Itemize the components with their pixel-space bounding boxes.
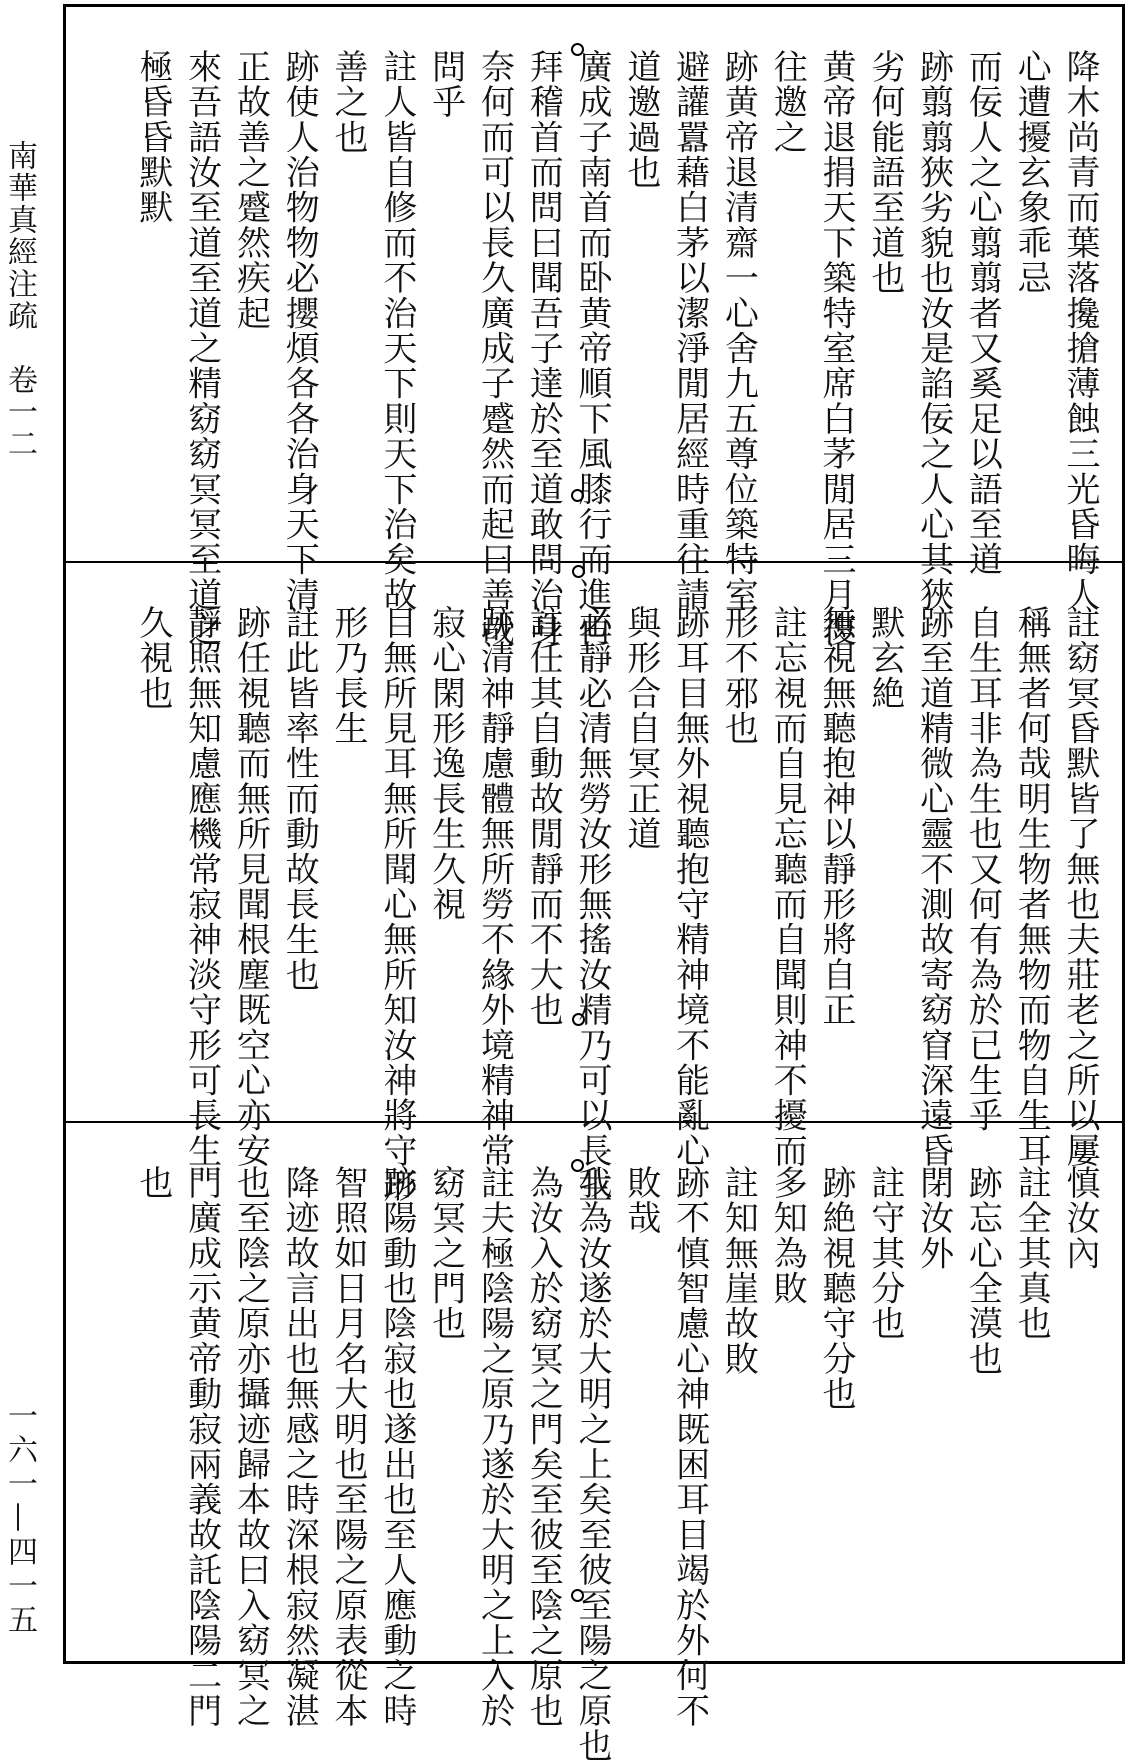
section-circle-mark [571, 489, 584, 502]
text-column: 劣何能語至道也 [864, 49, 905, 296]
page-frame [63, 4, 1125, 1763]
text-column: 跡耳目無外視聽抱守精神境不能亂心 [669, 605, 710, 1169]
text-column: 寂心閑形逸長生久視 [425, 605, 466, 922]
text-column: 拜稽首而問曰聞吾子達於至道敢問治身 [523, 49, 564, 648]
text-column: 自生耳非為生也又何有為於已生乎 [962, 605, 1003, 1133]
text-column: 敗哉 [620, 1165, 661, 1236]
text-column: 跡清神靜慮體無所勞不緣外境精神常 [474, 605, 515, 1169]
text-column: 降木尚青而葉落攙搶薄蝕三光昏晦人 [1060, 49, 1100, 613]
register-text [128, 1165, 1104, 1763]
section-circle-mark [571, 1589, 584, 1602]
text-column: 必靜必清無勞汝形無搖汝精乃可以長生 [572, 605, 613, 1204]
text-column: 黄帝退捐天下築特室席白茅閒居三月復 [816, 49, 857, 648]
text-column: 道邀過也 [620, 49, 661, 190]
text-column: 默玄絶 [864, 605, 905, 711]
text-column: 降迹故言出也無感之時深根寂然凝湛 [279, 1165, 320, 1729]
text-column: 多知為敗 [767, 1165, 808, 1306]
text-column: 稱無者何哉明生物者無物而物自生耳 [1011, 605, 1052, 1169]
margin-page-number: 一六一—四一五 [2, 1400, 37, 1638]
text-column: 跡至道精微心靈不測故寄窈窅深遠昏 [913, 605, 954, 1169]
text-column: 靜照無知慮應機常寂神淡守形可長生 [181, 605, 222, 1169]
text-column: 久視也 [132, 605, 173, 711]
text-column: 目無所見耳無所聞心無所知汝神將守形 [376, 605, 417, 1204]
text-column: 正故善之蹙然疾起 [230, 49, 271, 331]
text-column: 形乃長生 [328, 605, 369, 746]
margin-title: 南華真經注疏 卷一二 [2, 140, 37, 460]
text-column: 我為汝遂於大明之上矣至彼至陽之原也 [572, 1165, 613, 1763]
text-column: 也至陰之原亦攝迹歸本故曰入窈冥之 [230, 1165, 271, 1729]
text-column: 註此皆率性而動故長生也 [279, 605, 320, 993]
text-column: 跡使人治物物必攖煩各各治身天下清 [279, 49, 320, 613]
section-circle-mark [572, 1013, 585, 1026]
text-column: 門廣成示黄帝動寂兩義故託陰陽二門 [181, 1165, 222, 1729]
text-column: 註人皆自修而不治天下則天下治矣故 [376, 49, 417, 613]
text-column: 也 [132, 1165, 173, 1201]
text-column: 為汝入於窈冥之門矣至彼至陰之原也 [523, 1165, 564, 1729]
text-column: 註忘視而自見忘聽而自聞則神不擾而 [767, 605, 808, 1169]
text-column: 跡不慎智慮心神既困耳目竭於外何不 [669, 1165, 710, 1729]
text-column: 註夫極陰陽之原乃遂於大明之上入於 [474, 1165, 515, 1729]
text-column: 跡黄帝退清齋一心舍九五尊位築特室 [718, 49, 759, 613]
register-bottom [66, 1123, 1122, 1763]
text-column: 註任其自動故閒靜而不大也 [523, 605, 564, 1028]
text-column: 善之也 [328, 49, 369, 155]
text-column: 無視無聽抱神以靜形將自正 [816, 605, 857, 1028]
text-column: 閉汝外 [913, 1165, 954, 1271]
text-column: 與形合自冥正道 [620, 605, 661, 852]
text-column: 跡陽動也陰寂也遂出也至人應動之時 [376, 1165, 417, 1729]
text-column: 窈冥之門也 [425, 1165, 466, 1341]
text-column: 極昏昏默默 [132, 49, 173, 225]
text-column: 註知無崖故敗 [718, 1165, 759, 1377]
text-column: 而佞人之心翦翦者又奚足以語至道 [962, 49, 1003, 577]
text-column: 智照如日月名大明也至陽之原表從本 [328, 1165, 369, 1729]
text-column: 跡任視聽而無所見聞根塵既空心亦安 [230, 605, 271, 1169]
register-text [128, 49, 1104, 648]
text-column: 往邀之 [767, 49, 808, 155]
text-column: 心遭擾玄象乖忌 [1011, 49, 1052, 296]
text-column: 避讙囂藉白茅以潔淨閒居經時重往請 [669, 49, 710, 613]
text-column: 跡絶視聽守分也 [816, 1165, 857, 1412]
section-circle-mark [571, 1159, 584, 1172]
text-column: 註全其真也 [1011, 1165, 1052, 1341]
text-column: 跡翦翦狹劣貌也汝是諂佞之人心其狹 [913, 49, 954, 613]
text-column: 註守其分也 [864, 1165, 905, 1341]
text-column: 問乎 [425, 49, 466, 120]
section-circle-mark [571, 43, 584, 56]
section-circle-mark [572, 565, 585, 578]
text-column: 廣成子南首而卧黄帝順下風膝行而進再 [572, 49, 613, 648]
text-column: 奈何而可以長久廣成子蹙然而起曰善哉 [474, 49, 515, 648]
text-column: 註窈冥昏默皆了無也夫莊老之所以屢 [1060, 605, 1100, 1169]
text-column: 慎汝內 [1060, 1165, 1100, 1271]
register-top [66, 7, 1122, 648]
text-column: 形不邪也 [718, 605, 759, 746]
text-column: 跡忘心全漠也 [962, 1165, 1003, 1377]
text-column: 來吾語汝至道至道之精窈窈冥冥至道之 [181, 49, 222, 648]
